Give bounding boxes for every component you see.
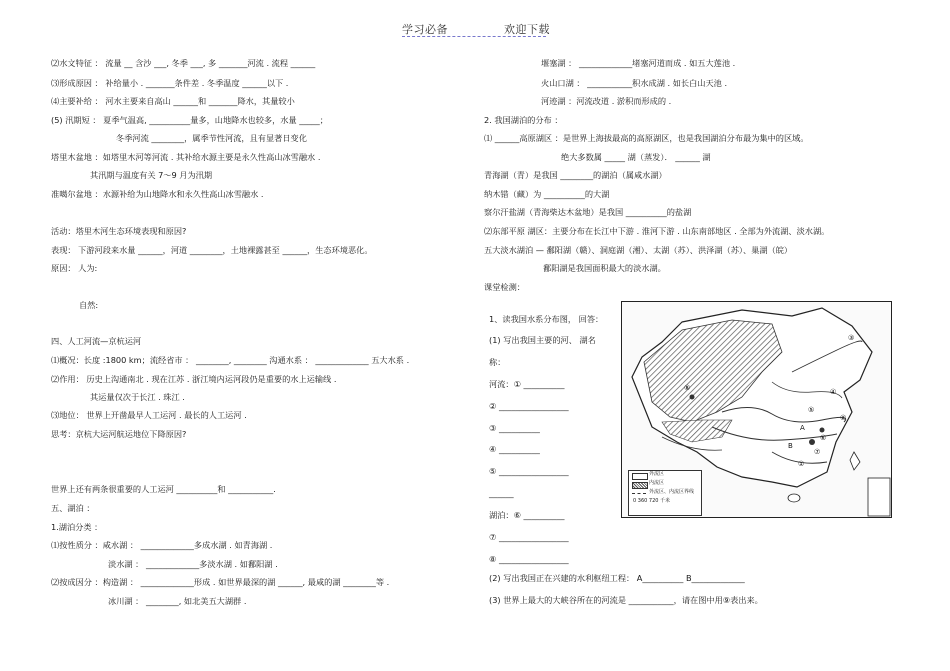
text-line: 其汛期与温度有关 7～9 月为汛期 bbox=[90, 170, 213, 180]
map-label-2: ② bbox=[840, 414, 847, 422]
text-line: 纳木错（藏）为 __________的大湖 bbox=[484, 189, 610, 199]
south-sea-inset bbox=[868, 478, 890, 516]
text-line: (1) 写出我国主要的河、 湖名 bbox=[489, 335, 596, 345]
text-line: ⑦ _________________ bbox=[489, 532, 569, 542]
text-line: (3) 世界上最大的大峡谷所在的河流是 ___________，请在图中用⑨表出来。 bbox=[489, 595, 763, 605]
legend-item bbox=[629, 471, 701, 480]
legend-label: 内流区 bbox=[649, 480, 665, 486]
legend-label: 外流区 bbox=[649, 471, 665, 477]
text-line: ⑴概况：长度 :1800 km；流经省市 ： ________, ________ 沟通水系 ： _____________ 五大水系 . bbox=[51, 355, 410, 365]
lake-marker bbox=[809, 439, 815, 445]
text-line: 2. 我国湖泊的分布 ： bbox=[484, 115, 563, 125]
lake-marker bbox=[690, 395, 695, 400]
text-line: 冬季河流 ________，属季节性河流，且有显著日变化 bbox=[116, 133, 307, 143]
text-line: 察尔汗盐湖（青海柴达木盆地）是我国 __________的盐湖 bbox=[484, 207, 692, 217]
map-label-1: ① bbox=[798, 460, 805, 468]
text-line: 青海湖（青）是我国 ________的湖泊（属咸水湖） bbox=[484, 170, 667, 180]
text-line: ⑷主要补给 ： 河水主要来自高山 ______和 _______降水，其量较小 bbox=[51, 96, 295, 106]
text-line: 河迹湖 ：河流改道 . 淤积而形成的 . bbox=[541, 96, 672, 106]
lake-marker bbox=[820, 428, 825, 433]
text-line: ⑵水文特征 ： 流量 __ 含沙 ___, 冬季 ___, 多 _______河流 . 流程 ______ bbox=[51, 58, 316, 68]
text-line: 冰川湖 ： ________, 如北美五大湖群 . bbox=[108, 596, 247, 606]
section-title: 五、湖泊 ： bbox=[51, 503, 95, 513]
legend-swatch-outflow bbox=[632, 473, 648, 480]
text-line: ③ __________ bbox=[489, 423, 540, 433]
text-line: 绝大多数属 _____ 湖（蒸发）． ______ 湖 bbox=[561, 152, 711, 162]
map-scale: 0 360 720 千米 bbox=[633, 498, 671, 504]
text-line: ⑶地位： 世界上开凿最早人工运河 . 最长的人工运河 . bbox=[51, 410, 247, 420]
text-line: 火山口湖 ： ___________积水成湖 . 如长白山天池 . bbox=[541, 78, 728, 88]
text-line: ⑵东部平原 湖区：主要分布在长江中下游 . 淮河下游 . 山东南部地区 . 全部为外流湖、淡水湖。 bbox=[484, 226, 830, 236]
legend-item bbox=[629, 489, 701, 498]
text-line: ② _________________ bbox=[489, 401, 569, 411]
text-line: 塔里木盆地 ：如塔里木河等河流 . 其补给水源主要是永久性高山冰雪融水 . bbox=[51, 152, 321, 162]
map-label-a: A bbox=[800, 424, 805, 432]
text-line: 活动：塔里木河生态环境表现和原因? bbox=[51, 226, 187, 236]
text-line: 1.湖泊分类 ： bbox=[51, 522, 103, 532]
text-line: 准噶尔盆地 ：水源补给为山地降水和永久性高山冰雪融水 . bbox=[51, 189, 264, 199]
legend-item bbox=[629, 480, 701, 489]
map-label-8: ⑧ bbox=[684, 384, 691, 392]
text-line: ⑴按性质分 ：咸水湖 ： _____________多成水湖 . 如青海湖 . bbox=[51, 540, 273, 550]
text-line: ⑵按成因分 ：构造湖 ： _____________形成 . 如世界最深的湖 ______, 最咸的湖 ________等 . bbox=[51, 577, 390, 587]
text-line: 淡水湖 ： _____________多淡水湖 . 如鄱阳湖 . bbox=[108, 559, 278, 569]
legend-swatch-inland bbox=[632, 482, 648, 489]
header-underline bbox=[402, 36, 546, 37]
text-line: 其运量仅次于长江 . 珠江 . bbox=[90, 392, 185, 402]
section-title: 四、人工河流—京杭运河 bbox=[51, 336, 142, 346]
text-line: (2) 写出我国正在兴建的水利枢纽工程： A__________ B_____________ bbox=[489, 573, 745, 583]
text-line: ⑶形成原因 ： 补给量小 . _______条件差 . 冬季温度 ______以下 . bbox=[51, 78, 289, 88]
map-legend bbox=[628, 470, 702, 516]
text-line: 堰塞湖 ： _____________堵塞河道而成 . 如五大莲池 . bbox=[541, 58, 736, 68]
text-line: 河流：① __________ bbox=[489, 379, 565, 389]
text-line: 1、读我国水系分布图， 回答： bbox=[489, 314, 604, 324]
map-label-6: ⑥ bbox=[820, 434, 827, 442]
text-line: 原因： 人为: bbox=[51, 263, 98, 273]
text-line: 自然: bbox=[79, 300, 99, 310]
map-label-3: ③ bbox=[848, 334, 855, 342]
legend-label: 外流区、内流区界线 bbox=[649, 489, 695, 495]
text-line: ⑤ _________________ bbox=[489, 466, 569, 476]
text-line: 课堂检测： bbox=[484, 282, 525, 292]
text-line: ④ __________ bbox=[489, 444, 540, 454]
header-right: 欢迎下载 bbox=[504, 23, 550, 36]
text-line: (5) 汛期短 ： 夏季气温高, __________量多，山地降水也较多，水量 _____； bbox=[51, 115, 328, 125]
text-line: 鄱阳湖是我国面积最大的淡水湖。 bbox=[543, 263, 666, 273]
text-line: ______ bbox=[489, 488, 514, 498]
text-line: ⑧ _________________ bbox=[489, 554, 569, 564]
hainan-island bbox=[788, 494, 800, 502]
taiwan-island bbox=[850, 452, 860, 470]
map-label-7: ⑦ bbox=[814, 448, 821, 456]
text-line: 湖泊：⑥ __________ bbox=[489, 510, 565, 520]
map-label-b: B bbox=[788, 442, 793, 450]
text-line: 表现： 下游河段来水量 ______，河道 ________，土地裸露甚至 ______，生态环境恶化。 bbox=[51, 245, 373, 255]
header-left: 学习必备 bbox=[402, 23, 448, 36]
map-label-4: ④ bbox=[830, 388, 837, 396]
page-header bbox=[402, 21, 550, 37]
text-line: ⑵作用： 历史上沟通南北 . 现在江苏 . 浙江境内运河段仍是重要的水上运输线 . bbox=[51, 374, 337, 384]
text-line: 思考：京杭大运河航运地位下降原因? bbox=[51, 429, 187, 439]
text-line: 世界上还有两条很重要的人工运河 __________和 ___________. bbox=[51, 484, 276, 494]
text-line: ⑴ ______高原湖区 ：是世界上海拔最高的高原湖区，也是我国湖泊分布最为集中的区域。 bbox=[484, 133, 809, 143]
text-line: 称： bbox=[489, 357, 506, 367]
legend-swatch-boundary bbox=[632, 493, 646, 494]
map-label-5: ⑤ bbox=[808, 406, 815, 414]
text-line: 五大淡水湖泊 — 鄱阳湖（赣）、洞庭湖（湘）、太湖（苏）、洪泽湖（苏）、巢湖（皖） bbox=[484, 245, 793, 255]
